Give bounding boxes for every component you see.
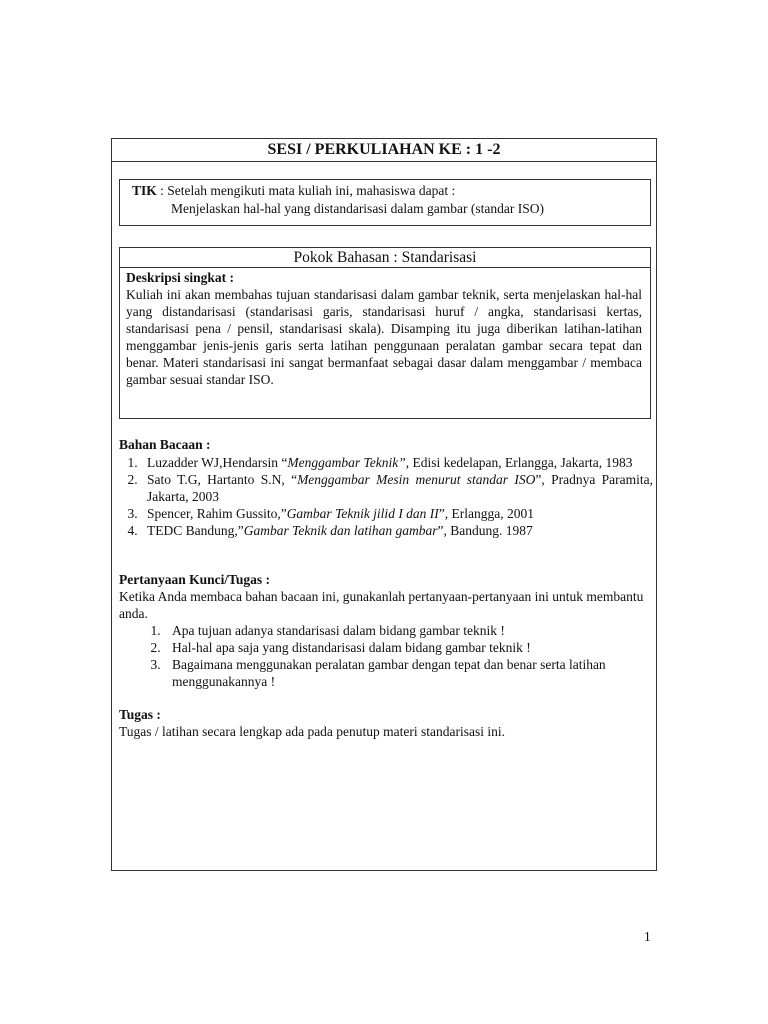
key-questions-heading: Pertanyaan Kunci/Tugas : <box>119 572 271 587</box>
topic-title: Pokok Bahasan : Standarisasi <box>120 248 650 268</box>
reading-item-publisher: ”, Bandung. 1987 <box>437 523 533 538</box>
tik-intro: : Setelah mengikuti mata kuliah ini, mahasiswa dapat : <box>156 183 456 198</box>
topic-content <box>120 268 650 388</box>
reading-item <box>141 505 653 522</box>
description-heading: Deskripsi singkat : <box>126 270 235 285</box>
tik-objective: Menjelaskan hal-hal yang distandarisasi dalam gambar (standar ISO) <box>171 201 545 216</box>
reading-item-title: Gambar Teknik dan latihan gambar <box>243 523 438 538</box>
reading-item-publisher: ”, Erlangga, 2001 <box>438 506 535 521</box>
question-item: 1. Apa tujuan adanya standarisasi dalam bidang gambar teknik ! <box>164 622 653 639</box>
reading-item <box>141 454 653 471</box>
tik-label: TIK <box>132 183 157 198</box>
assignment-text: Tugas / latihan secara lengkap ada pada penutup materi standarisasi ini. <box>119 724 506 739</box>
reading-item <box>141 471 653 505</box>
assignment-heading: Tugas : <box>119 707 161 722</box>
reading-item-title: Gambar Teknik jilid I dan II <box>286 506 439 521</box>
reading-item <box>141 522 653 539</box>
reading-list <box>119 454 653 539</box>
reading-item-author: Sato T.G, Hartanto S.N, “ <box>147 472 298 487</box>
reading-section <box>119 436 653 539</box>
topic-box <box>119 247 651 419</box>
question-item: 2. Hal-hal apa saja yang distandarisasi dalam bidang gambar teknik ! <box>164 639 653 656</box>
assignment-section <box>119 706 653 740</box>
page-number: 1 <box>644 929 651 944</box>
description-text: Kuliah ini akan membahas tujuan standarisasi dalam gambar teknik, serta menjelaskan hal-hal yang distandarisasi (standarisasi garis, standarisasi huruf / angka, standarisasi kertas, standarisasi pena / pensil, standarisasi skala). Disamping itu juga diberikan latihan-latihan menggambar jenis-jenis garis serta latihan penggunaan peralatan gambar secara tepat dan benar. Materi standarisasi ini sangat bermanfaat sebagai dasar dalam menggambar / membaca gambar sesuai standar ISO. <box>126 287 642 387</box>
key-questions-intro: Ketika Anda membaca bahan bacaan ini, gunakanlah pertanyaan-pertanyaan ini untuk membantu anda. <box>119 589 644 621</box>
tik-box <box>119 179 651 226</box>
reading-item-publisher: ”, Pradnya Paramita, Jakarta, 2003 <box>147 472 653 504</box>
reading-item-title: Menggambar Teknik”, <box>287 455 410 470</box>
reading-item-author: Luzadder WJ,Hendarsin “ <box>147 455 288 470</box>
question-item: 3. Bagaimana menggunakan peralatan gambar dengan tepat dan benar serta latihan menggunakannya ! <box>164 656 653 690</box>
session-frame <box>111 138 657 871</box>
reading-item-author: Spencer, Rahim Gussito,” <box>147 506 287 521</box>
key-questions-list <box>119 622 653 690</box>
reading-heading: Bahan Bacaan : <box>119 437 211 452</box>
reading-item-publisher: Edisi kedelapan, Erlangga, Jakarta, 1983 <box>409 455 633 470</box>
reading-item-title: Menggambar Mesin menurut standar ISO <box>297 472 536 487</box>
tik-intro-line <box>132 182 650 200</box>
key-questions-section <box>119 571 653 690</box>
session-title: SESI / PERKULIAHAN KE : 1 -2 <box>112 139 656 162</box>
reading-item-author: TEDC Bandung,” <box>147 523 244 538</box>
